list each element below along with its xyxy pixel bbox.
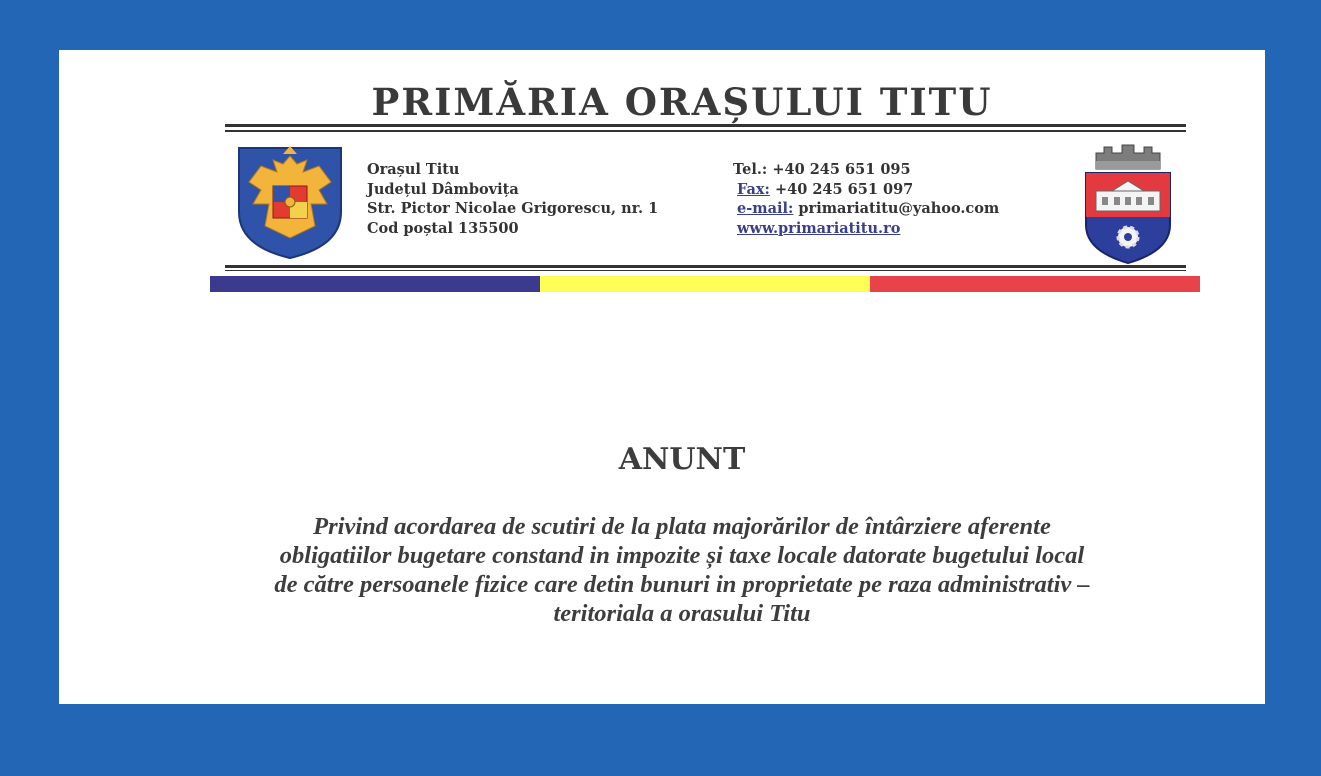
address-street: Str. Pictor Nicolae Grigorescu, nr. 1 xyxy=(367,200,659,217)
page-title: PRIMĂRIA ORAȘULUI TITU xyxy=(371,80,993,124)
header-rule-top-thin xyxy=(225,130,1186,132)
tricolor-blue xyxy=(210,276,540,292)
website-link[interactable]: www.primariatitu.ro xyxy=(737,219,901,237)
notice-line: teritoriala a orasului Titu xyxy=(553,600,811,627)
titu-coat-of-arms-icon xyxy=(1082,143,1174,265)
tricolor-yellow xyxy=(540,276,870,292)
notice-line: de către persoanele fizice care detin bunuri in proprietate pe raza administrativ – xyxy=(274,571,1090,598)
address-block xyxy=(367,160,658,238)
address-postal-code: Cod poștal 135500 xyxy=(367,219,519,237)
contact-website xyxy=(733,219,999,239)
email-value[interactable]: primariatitu@yahoo.com xyxy=(798,200,1000,217)
notice-body xyxy=(169,512,1195,628)
contact-email xyxy=(733,199,999,219)
tel-value: +40 245 651 095 xyxy=(772,161,911,178)
header-rule-bottom-thin xyxy=(225,270,1186,271)
tricolor-band xyxy=(210,276,1200,292)
address-county: Județul Dâmbovița xyxy=(367,180,519,198)
tel-label: Tel.: xyxy=(733,161,768,178)
header-rule-top xyxy=(225,124,1186,127)
fax-value: +40 245 651 097 xyxy=(774,180,914,198)
notice-heading: ANUNT xyxy=(618,442,746,477)
address-city: Orașul Titu xyxy=(367,161,460,178)
notice-line: obligatiilor bugetare constand in impozite și taxe locale datorate bugetului local xyxy=(279,542,1085,569)
document-page xyxy=(59,50,1265,704)
fax-label: Fax: xyxy=(737,180,770,198)
contact-block xyxy=(733,160,999,238)
romania-coat-of-arms-icon xyxy=(235,142,345,260)
contact-tel xyxy=(733,160,999,180)
contact-fax xyxy=(733,180,999,200)
tricolor-red xyxy=(870,276,1200,292)
notice-line: Privind acordarea de scutiri de la plata majorărilor de întârziere aferente xyxy=(313,513,1051,540)
email-label: e-mail: xyxy=(737,200,794,217)
header-rule-bottom xyxy=(225,265,1186,268)
